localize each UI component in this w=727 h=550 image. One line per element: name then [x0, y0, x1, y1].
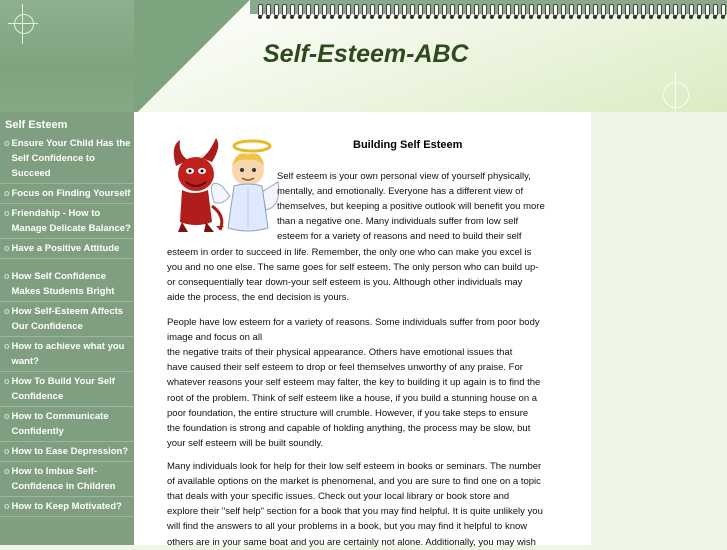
spiral-coil: [280, 3, 288, 21]
spiral-coil: [488, 3, 496, 21]
article-line: explore their "self help" section for a book that you may find helpful. It is quite unlikely you: [167, 506, 543, 518]
bullet-icon: o: [4, 271, 10, 281]
circle-crosshair-icon: [14, 14, 34, 34]
spiral-coil: [711, 3, 719, 21]
site-title[interactable]: Self-Esteem-ABC: [263, 40, 469, 68]
spiral-coil: [416, 3, 424, 21]
sidebar-item-label[interactable]: Friendship - How to Manage Delicate Balance?: [11, 208, 131, 234]
spiral-coil: [663, 3, 671, 21]
spiral-coil: [376, 3, 384, 21]
crosshair-line-horizontal: [8, 23, 38, 24]
spiral-coil: [480, 3, 488, 21]
spiral-coil: [336, 3, 344, 21]
spiral-coil: [472, 3, 480, 21]
article-line: or consequentially tear down-your self esteem is you. Although other individuals may: [167, 276, 523, 288]
article-line: People have low esteem for a variety of reasons. Some individuals suffer from poor body: [167, 317, 540, 328]
sidebar-item[interactable]: [0, 407, 134, 442]
sidebar-item-label[interactable]: How Self-Esteem Affects Our Confidence: [11, 306, 124, 332]
sidebar: [0, 112, 134, 545]
bullet-icon: o: [4, 208, 10, 218]
spiral-coil: [320, 3, 328, 21]
article-line: themselves, but keeping a positive outlook will benefit you more: [277, 201, 545, 213]
spiral-coil: [368, 3, 376, 21]
article-line: you and no one else. The same goes for self esteem. The only person who can build up-: [167, 261, 539, 273]
spiral-coil: [384, 3, 392, 21]
sidebar-item-label[interactable]: How to achieve what you want?: [11, 341, 125, 367]
bullet-icon: o: [4, 376, 10, 386]
bullet-icon: o: [4, 501, 10, 511]
sidebar-item-label[interactable]: How To Build Your Self Confidence: [11, 376, 115, 402]
sidebar-item[interactable]: [0, 239, 134, 259]
spiral-coil: [655, 3, 663, 21]
spiral-coil: [607, 3, 615, 21]
sidebar-item[interactable]: [0, 442, 134, 462]
article-line: whatever reasons your self esteem may falter, the key to building it up again is to find the: [167, 377, 541, 389]
sidebar-item[interactable]: [0, 497, 134, 517]
sidebar-item[interactable]: [0, 204, 134, 239]
spiral-coil: [543, 3, 551, 21]
bullet-icon: o: [4, 341, 10, 351]
spiral-coil: [312, 3, 320, 21]
article-line: esteem in order to succeed in life. Remember, the only one who can make you excel is: [167, 246, 532, 258]
bullet-icon: o: [4, 446, 10, 456]
article-line: have caused their self esteem to drop or feel themselves unworthy of any praise. For: [167, 362, 523, 374]
spiral-coil: [679, 3, 687, 21]
article-line: your self esteem will be built soundly.: [167, 437, 324, 449]
sidebar-item-label[interactable]: How to Communicate Confidently: [11, 411, 109, 437]
circle-crosshair-icon: [663, 82, 689, 108]
spiral-coil: [695, 3, 703, 21]
main-content: [134, 112, 591, 548]
crosshair-line-vertical: [22, 4, 23, 44]
sidebar-item[interactable]: [0, 462, 134, 497]
article-line: Many individuals look for help for their low self esteem in books or seminars. The number: [167, 461, 542, 472]
article-line: esteem for a variety of reasons and need to build their self: [277, 231, 522, 243]
sidebar-item[interactable]: [0, 337, 134, 372]
spiral-coil: [591, 3, 599, 21]
spiral-coil: [360, 3, 368, 21]
spiral-coil: [687, 3, 695, 21]
spiral-coil: [304, 3, 312, 21]
article-line: aide the process, the end decision is yours.: [167, 291, 350, 303]
spiral-coil: [639, 3, 647, 21]
article-line: than a negative one. Many individuals suffer from low self: [277, 216, 519, 228]
spiral-coil: [567, 3, 575, 21]
spiral-coil: [647, 3, 655, 21]
spiral-binding: [256, 3, 727, 21]
spiral-coil: [456, 3, 464, 21]
sidebar-item-label[interactable]: Ensure Your Child Has the Self Confidence to Succeed: [11, 138, 131, 179]
bullet-icon: o: [4, 138, 10, 148]
article-line: the negative traits of their physical appearance. Others have emotional issues that: [167, 347, 513, 359]
spiral-coil: [512, 3, 520, 21]
article-line: that deals with your specific issues. Check out your local library or book store and: [167, 491, 510, 503]
sidebar-menu: [0, 134, 134, 517]
article-line: image and focus on all: [167, 332, 263, 344]
spiral-coil: [408, 3, 416, 21]
spiral-coil: [264, 3, 272, 21]
spiral-coil: [400, 3, 408, 21]
bullet-icon: o: [4, 243, 10, 253]
article-line: root of the problem. Think of self esteem like a house, if you build a stunning house on a: [167, 392, 538, 404]
sidebar-item-label[interactable]: How to Keep Motivated?: [11, 501, 122, 512]
article-line: will find the answers to all your problems in a book, but you may find it helpful to know: [167, 521, 528, 533]
article-line: the foundation is strong and capable of holding anything, the process may be slow, but: [167, 422, 531, 434]
bullet-icon: o: [4, 466, 10, 476]
spiral-coil: [448, 3, 456, 21]
spiral-coil: [328, 3, 336, 21]
spiral-coil: [256, 3, 264, 21]
spiral-coil: [575, 3, 583, 21]
spiral-coil: [551, 3, 559, 21]
spiral-coil: [719, 3, 727, 21]
article-line: poor foundation, the entire structure will crumble. However, if you take steps to ensure: [167, 407, 529, 419]
article-line: mentally, and emotionally. Everyone has a different view of: [277, 186, 524, 198]
spiral-coil: [288, 3, 296, 21]
spiral-coil: [432, 3, 440, 21]
bullet-icon: o: [4, 306, 10, 316]
spiral-coil: [623, 3, 631, 21]
sidebar-item[interactable]: [0, 267, 134, 302]
article-title: Building Self Esteem: [353, 139, 463, 151]
spiral-coil: [464, 3, 472, 21]
article-line: Self esteem is your own personal view of yourself physically,: [277, 171, 531, 182]
sidebar-item-label[interactable]: Focus on Finding Yourself: [11, 188, 131, 199]
spiral-coil: [703, 3, 711, 21]
sidebar-heading[interactable]: Self Esteem: [5, 119, 68, 131]
sidebar-item[interactable]: [0, 302, 134, 337]
spiral-coil: [496, 3, 504, 21]
spiral-coil: [440, 3, 448, 21]
sidebar-item[interactable]: [0, 372, 134, 407]
sidebar-item-label[interactable]: How to Ease Depression?: [11, 446, 129, 457]
sidebar-item-label[interactable]: How to Imbue Self-Confidence in Children: [11, 466, 116, 492]
spiral-coil: [344, 3, 352, 21]
spiral-coil: [519, 3, 527, 21]
spiral-coil: [527, 3, 535, 21]
spiral-coil: [535, 3, 543, 21]
spiral-coil: [599, 3, 607, 21]
spiral-coil: [296, 3, 304, 21]
spiral-coil: [583, 3, 591, 21]
spiral-coil: [424, 3, 432, 21]
devil-angel-illustration: [166, 136, 282, 236]
spiral-coil: [615, 3, 623, 21]
crosshair-line-vertical: [675, 72, 676, 112]
bullet-icon: o: [4, 188, 10, 198]
spiral-coil: [559, 3, 567, 21]
sidebar-item-label[interactable]: How Self Confidence Makes Students Bright: [11, 271, 115, 297]
spiral-coil: [631, 3, 639, 21]
spiral-coil: [272, 3, 280, 21]
sidebar-item[interactable]: [0, 134, 134, 184]
right-column: [591, 112, 727, 545]
spiral-coil: [671, 3, 679, 21]
sidebar-item[interactable]: [0, 184, 134, 204]
spiral-coil: [352, 3, 360, 21]
spiral-coil: [392, 3, 400, 21]
bullet-icon: o: [4, 411, 10, 421]
sidebar-item-label[interactable]: Have a Positive Attitude: [11, 243, 120, 254]
article-line: of available options on the market is phenomenal, and you are sure to find one on a topic: [167, 476, 541, 488]
spiral-coil: [504, 3, 512, 21]
article-line: others are in your same boat and you are certainly not alone. Additionally, you may wish: [167, 536, 536, 548]
